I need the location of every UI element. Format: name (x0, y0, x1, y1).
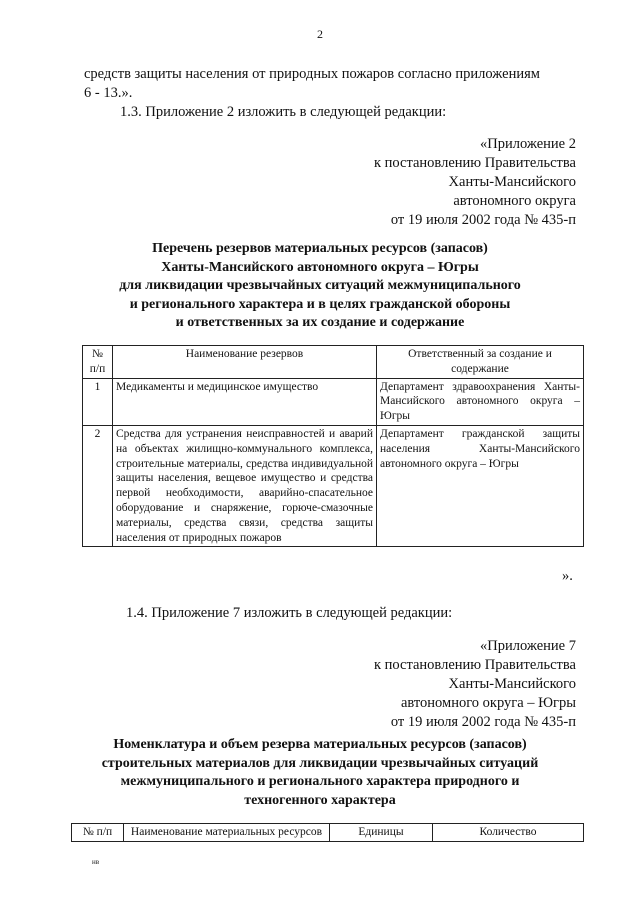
reserves-table (82, 345, 584, 547)
nomenclature-title-line-2: строительных материалов для ликвидации чрезвычайных ситуаций (101, 755, 539, 771)
nomenclature-title-line-3: межмуниципального и регионального характера природного и (120, 774, 520, 789)
list-title (60, 240, 580, 333)
nomenclature-title-line-1: Номенклатура и объем резерва материальных ресурсов (запасов) (113, 737, 527, 752)
list-title-line-4: и регионального характера и в целях гражданской обороны (129, 296, 511, 312)
appendix-2-line-2: к постановлению Правительства (374, 155, 576, 171)
row-2-num: 2 (83, 425, 113, 546)
row-1-responsible: Департамент здравоохранения Ханты-Мансийского автономного округа – Югры (377, 378, 584, 425)
item-1-3-text: 1.3. Приложение 2 изложить в следующей редакции: (120, 104, 447, 120)
header-responsible: Ответственный за создание и содержание (377, 346, 584, 379)
list-title-line-5: и ответственных за их создание и содержание (175, 315, 465, 330)
item-1-4-text: 1.4. Приложение 7 изложить в следующей редакции: (126, 605, 453, 621)
table-header-row (83, 346, 584, 379)
table-header-row (72, 824, 584, 842)
appendix-2-line-1: «Приложение 2 (480, 136, 576, 152)
appendix-2-line-3: Ханты-Мансийского (448, 174, 576, 190)
nomenclature-title (60, 736, 580, 810)
footer-mark: нв (92, 858, 100, 866)
table-row (83, 425, 584, 546)
list-title-line-3: для ликвидации чрезвычайных ситуаций межмуниципального (119, 278, 521, 293)
appendix-7-line-2: к постановлению Правительства (374, 657, 576, 673)
page-number: 2 (317, 27, 323, 41)
nomenclature-title-line-4: техногенного характера (244, 792, 396, 808)
table-closing-quote: ». (562, 568, 573, 584)
row-2-responsible: Департамент гражданской защиты населения Ханты-Мансийского автономного округа – Югры (377, 425, 584, 546)
appendix-2-header (374, 135, 576, 230)
list-title-line-1: Перечень резервов материальных ресурсов (запасов) (152, 241, 488, 256)
header-num: № п/п (83, 346, 113, 379)
list-title-line-2: Ханты-Мансийского автономного округа – Югры (161, 259, 479, 275)
appendix-2-line-5: от 19 июля 2002 года № 435-п (390, 212, 576, 228)
header-name: Наименование резервов (113, 346, 377, 379)
appendix-7-line-3: Ханты-Мансийского (448, 676, 576, 692)
appendix-7-line-5: от 19 июля 2002 года № 435-п (390, 714, 576, 730)
appendix-2-line-4: автономного округа (453, 193, 576, 209)
appendix-7-line-4: автономного округа – Югры (400, 695, 576, 711)
appendix-7-header (374, 637, 576, 732)
appendix-7-line-1: «Приложение 7 (480, 638, 576, 654)
table-row (83, 378, 584, 425)
intro-line-2: 6 - 13.». (84, 85, 133, 101)
header-num: № п/п (72, 824, 124, 842)
header-quantity: Количество (433, 824, 584, 842)
nomenclature-table (71, 823, 584, 842)
header-units: Единицы (330, 824, 433, 842)
header-resource-name: Наименование материальных ресурсов (124, 824, 330, 842)
row-1-name: Медикаменты и медицинское имущество (113, 378, 377, 425)
row-1-num: 1 (83, 378, 113, 425)
row-2-name: Средства для устранения неисправностей и аварий на объектах жилищно-коммунального комплекса, строительные материалы, средства индивидуальной защиты населения, вещевое имущество и средства первой необходимости, аварийно-спасательное оборудование и снаряжение, горюче-смазочные материалы, средства связи, средства защиты населения от природных пожаров (113, 425, 377, 546)
intro-line-1: средств защиты населения от природных пожаров согласно приложениям (84, 66, 540, 82)
